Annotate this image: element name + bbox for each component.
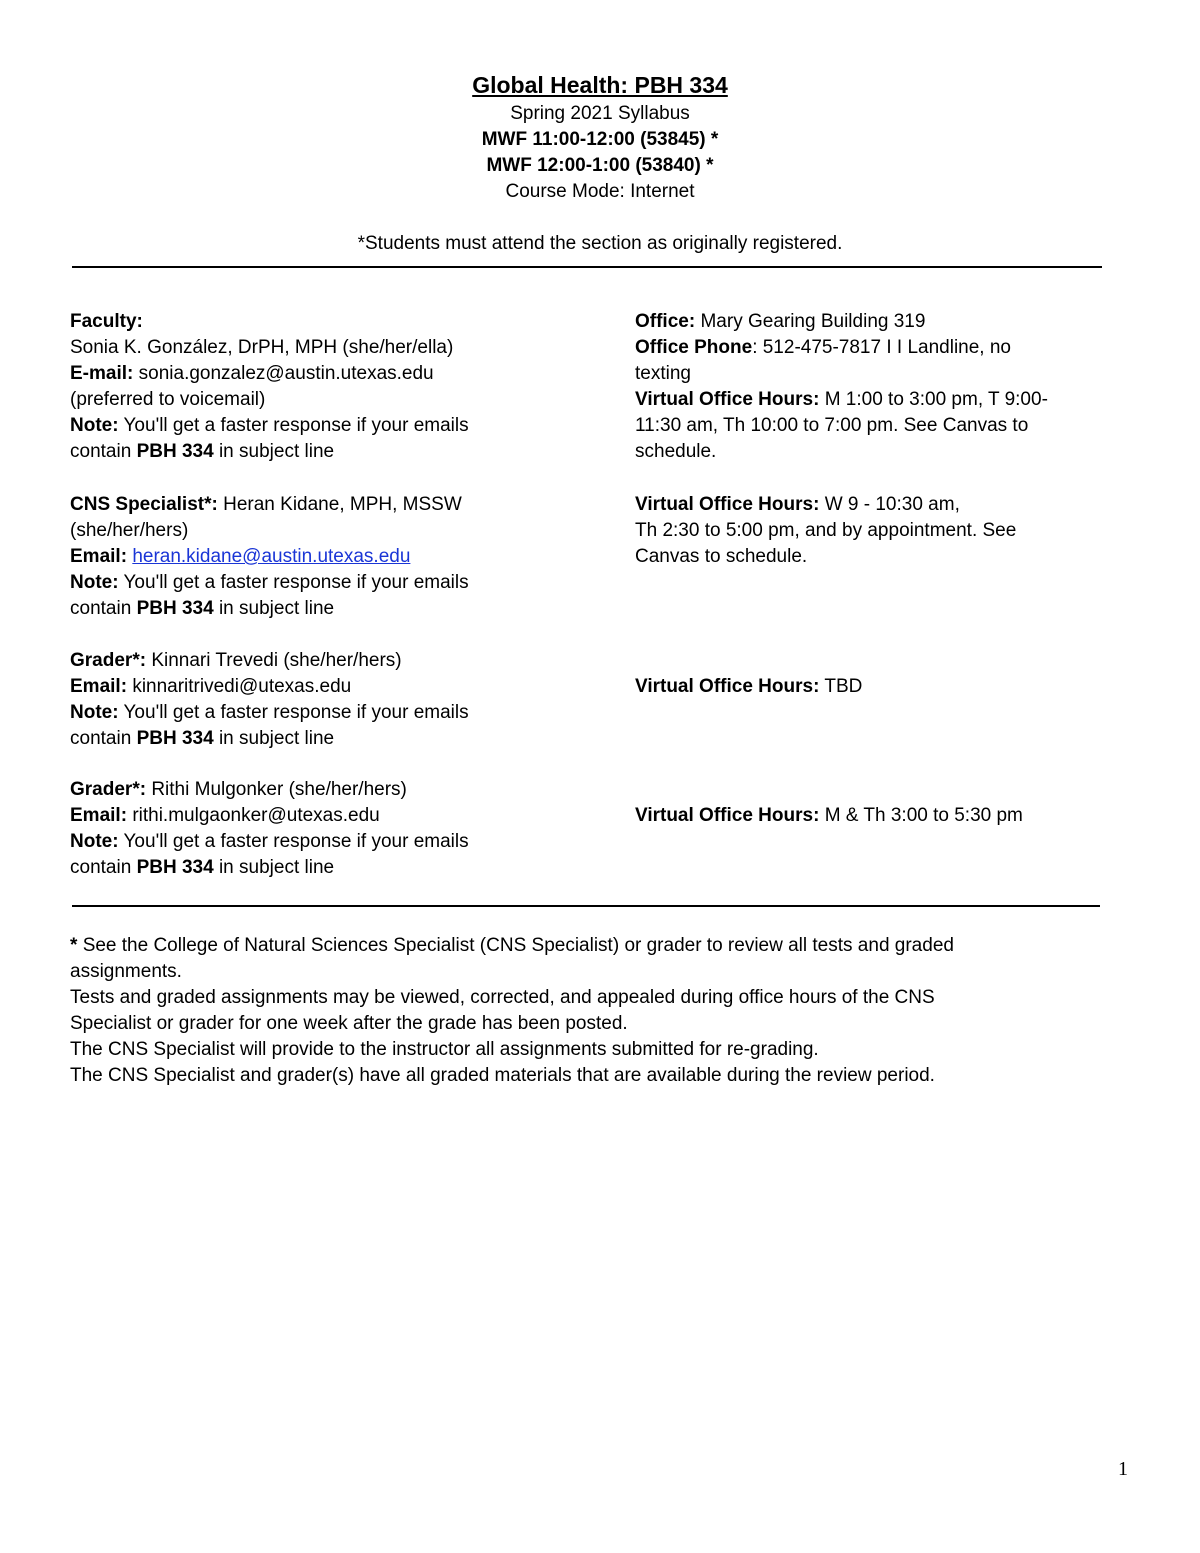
cns-hours-line	[635, 492, 1115, 518]
grader2-hours-block	[635, 803, 1115, 829]
grader2-email[interactable]: rithi.mulgaonker@utexas.edu	[132, 805, 380, 826]
grader1-email[interactable]: kinnaritrivedi@utexas.edu	[132, 676, 352, 697]
note-label: Note:	[70, 415, 119, 436]
cns-hours-block	[635, 492, 1115, 570]
grader2-hours: M & Th 3:00 to 5:30 pm	[824, 805, 1023, 826]
grader2-note-line-2	[70, 855, 570, 881]
review-policy	[70, 933, 1110, 1089]
semester-line: Spring 2021 Syllabus	[510, 103, 690, 124]
office-hours-cont: schedule.	[635, 441, 717, 462]
office-label: Office:	[635, 311, 696, 332]
note-text: in subject line	[218, 598, 335, 619]
office-hours-label: Virtual Office Hours:	[635, 676, 820, 697]
note-text: in subject line	[218, 857, 335, 878]
faculty-email-line	[70, 361, 570, 387]
note-text: contain	[70, 857, 132, 878]
note-text: in subject line	[218, 728, 335, 749]
grader1-note-line-2	[70, 726, 570, 752]
grader1-hours: TBD	[824, 676, 863, 697]
cns-label: CNS Specialist	[70, 494, 205, 515]
colon: :	[211, 494, 218, 515]
grader1-title-line	[70, 648, 570, 674]
faculty-email[interactable]: sonia.gonzalez@austin.utexas.edu	[138, 363, 434, 384]
office-hours-cont: 11:30 am, Th 10:00 to 7:00 pm. See Canvas to	[635, 415, 1029, 436]
note-course-code: PBH 334	[136, 598, 214, 619]
note-course-code: PBH 334	[136, 441, 214, 462]
section-note: *Students must attend the section as originally registered.	[357, 233, 843, 254]
note-text: You'll get a faster response if your emails	[123, 572, 469, 593]
cns-email-line	[70, 544, 570, 570]
faculty-note-line-2	[70, 439, 570, 465]
note-text: in subject line	[218, 441, 335, 462]
office-phone: : 512-475-7817 I I Landline, no	[752, 337, 1011, 358]
office-hours-label: Virtual Office Hours:	[635, 389, 820, 410]
course-title: Global Health: PBH 334	[472, 72, 728, 98]
asterisk: *	[132, 779, 140, 800]
email-label: Email:	[70, 805, 128, 826]
office-phone-cont: texting	[635, 363, 691, 384]
note-course-code: PBH 334	[136, 857, 214, 878]
cns-email-link[interactable]: heran.kidane@austin.utexas.edu	[132, 546, 411, 567]
grader1-block	[70, 648, 570, 752]
note-label: Note:	[70, 702, 119, 723]
grader2-email-line	[70, 803, 570, 829]
cns-hours-cont: Th 2:30 to 5:00 pm, and by appointment. See	[635, 520, 1017, 541]
office-line	[635, 309, 1115, 335]
cns-name: Heran Kidane, MPH, MSSW	[223, 494, 462, 515]
office-hours-line	[635, 387, 1115, 413]
grader1-note-line	[70, 700, 570, 726]
office-hours-label: Virtual Office Hours:	[635, 805, 820, 826]
policy-text: The CNS Specialist will provide to the instructor all assignments submitted for re-grading.	[70, 1039, 819, 1060]
grader-label: Grader	[70, 779, 133, 800]
footer-divider	[72, 905, 1100, 907]
note-text: contain	[70, 441, 132, 462]
grader1-email-line	[70, 674, 570, 700]
office-hours: M 1:00 to 3:00 pm, T 9:00-	[824, 389, 1048, 410]
office-hours-label: Virtual Office Hours:	[635, 494, 820, 515]
note-text: You'll get a faster response if your emails	[123, 702, 469, 723]
grader2-block	[70, 777, 570, 881]
grader2-name: Rithi Mulgonker (she/her/hers)	[151, 779, 407, 800]
cns-title-line	[70, 492, 570, 518]
policy-text: The CNS Specialist and grader(s) have all graded materials that are available during the review period.	[70, 1065, 935, 1086]
grader1-hours-block	[635, 674, 1115, 700]
faculty-office-block	[635, 309, 1115, 465]
cns-hours: W 9 - 10:30 am,	[824, 494, 960, 515]
section-two: MWF 12:00-1:00 (53840) *	[486, 155, 714, 176]
colon: :	[139, 779, 147, 800]
office-phone-line	[635, 335, 1115, 361]
note-course-code: PBH 334	[136, 728, 214, 749]
cns-hours-cont: Canvas to schedule.	[635, 546, 808, 567]
faculty-label: Faculty:	[70, 311, 143, 332]
section-one: MWF 11:00-12:00 (53845) *	[481, 129, 719, 150]
note-text: contain	[70, 728, 132, 749]
note-label: Note:	[70, 831, 119, 852]
cns-note-line-2	[70, 596, 570, 622]
grader1-name: Kinnari Trevedi (she/her/hers)	[151, 650, 402, 671]
faculty-email-note: (preferred to voicemail)	[70, 389, 266, 410]
grader2-note-line	[70, 829, 570, 855]
email-label: E-mail:	[70, 363, 134, 384]
colon: :	[139, 650, 147, 671]
note-text: You'll get a faster response if your emails	[123, 415, 469, 436]
faculty-note-line	[70, 413, 570, 439]
office-phone-label: Office Phone	[635, 337, 753, 358]
asterisk: *	[70, 935, 78, 956]
office-location: Mary Gearing Building 319	[700, 311, 926, 332]
cns-block	[70, 492, 570, 622]
email-label: Email:	[70, 676, 128, 697]
note-text: You'll get a faster response if your emails	[123, 831, 469, 852]
asterisk: *	[132, 650, 140, 671]
page-number: 1	[1118, 1458, 1128, 1480]
email-label: Email:	[70, 546, 128, 567]
grader2-title-line	[70, 777, 570, 803]
header-divider	[72, 266, 1102, 268]
policy-line	[70, 933, 1110, 959]
policy-text: assignments.	[70, 961, 182, 982]
policy-text: Specialist or grader for one week after the grade has been posted.	[70, 1013, 628, 1034]
note-text: contain	[70, 598, 132, 619]
faculty-name: Sonia K. González, DrPH, MPH (she/her/ella)	[70, 337, 454, 358]
course-mode: Course Mode: Internet	[505, 181, 695, 202]
asterisk: *	[204, 494, 212, 515]
grader-label: Grader	[70, 650, 133, 671]
cns-note-line	[70, 570, 570, 596]
policy-text: Tests and graded assignments may be viewed, corrected, and appealed during office hours of the CNS	[70, 987, 935, 1008]
faculty-block	[70, 309, 570, 465]
note-label: Note:	[70, 572, 119, 593]
cns-pronouns: (she/her/hers)	[70, 520, 189, 541]
policy-text: See the College of Natural Sciences Specialist (CNS Specialist) or grader to review all tests and graded	[82, 935, 954, 956]
